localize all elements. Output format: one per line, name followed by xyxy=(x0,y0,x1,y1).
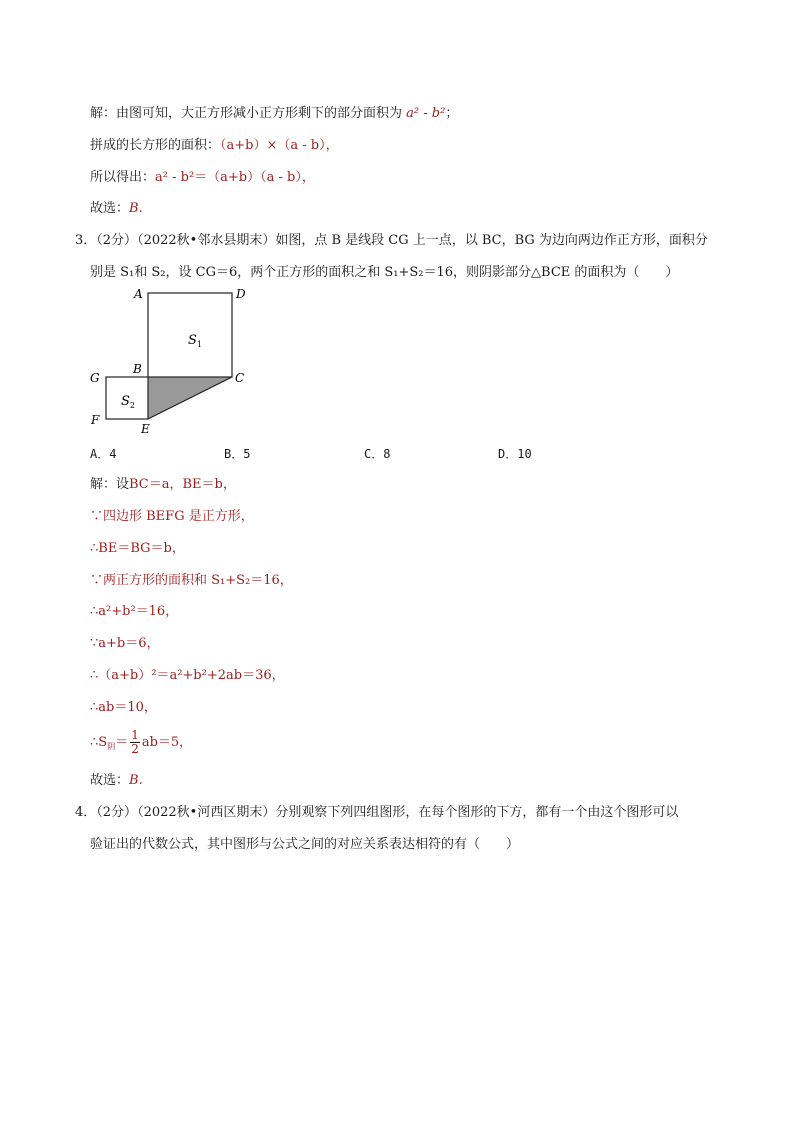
solution-step-6: ∵a+b＝6， xyxy=(90,636,160,651)
question-stem: 验证出的代数公式，其中图形与公式之间的对应关系表达相符的有（ ） xyxy=(90,837,520,852)
math-expr: BC＝a，BE＝b， xyxy=(129,477,236,492)
numerator: 1 xyxy=(131,728,139,742)
label-e: E xyxy=(141,422,150,436)
solution-step-1 xyxy=(90,477,236,493)
text: 解：由图可知，大正方形减小正方形剩下的部分面积为 xyxy=(90,106,403,121)
choice-b[interactable] xyxy=(224,445,250,462)
label-s1: $S_1$ xyxy=(188,333,202,349)
label-b: B xyxy=(133,362,142,376)
solution-step-7: ∴（a+b）²＝a²+b²+2ab＝36， xyxy=(90,668,285,683)
text: 所以得出： xyxy=(90,170,156,185)
solution-step-9 xyxy=(90,729,192,760)
choice-value: 4 xyxy=(109,447,117,461)
text: ＝ xyxy=(115,735,129,750)
text: 故选： xyxy=(90,773,130,788)
text: ∴S xyxy=(90,735,108,750)
denominator: 2 xyxy=(131,742,139,756)
text: 解：设 xyxy=(90,477,130,492)
question-stem: 分别观察下列四组图形，在每个图形的下方，都有一个由这个图形可以 xyxy=(275,805,679,820)
choice-letter: C． xyxy=(364,447,384,461)
question-4-line-2 xyxy=(90,837,519,853)
subscript: 阴 xyxy=(107,742,116,751)
choice-d[interactable] xyxy=(498,445,532,462)
question-stem: 别是 S₁和 S₂，设 CG＝6，两个正方形的面积之和 S₁+S₂＝16，则阴影部分△BCE 的面积为（ ） xyxy=(90,265,679,280)
answer-value: B. xyxy=(129,201,143,216)
question-points: （2分） xyxy=(96,233,138,248)
choice-c[interactable] xyxy=(364,445,390,462)
choice-value: 5 xyxy=(243,447,251,461)
fraction-one-half xyxy=(130,729,140,756)
choice-value: 10 xyxy=(517,447,532,461)
choice-letter: D． xyxy=(498,447,518,461)
text: ； xyxy=(445,106,459,121)
choice-letter: A． xyxy=(90,447,110,461)
text: ab＝5， xyxy=(141,735,193,750)
question-points: （2分） xyxy=(96,805,138,820)
label-s2: $S_2$ xyxy=(121,394,135,410)
question-number: 4． xyxy=(75,805,97,820)
question-source: （2022秋•邻水县期末） xyxy=(137,233,276,248)
label-g: G xyxy=(90,371,100,385)
question-stem: 如图，点 B 是线段 CG 上一点，以 BC，BG 为边向两边作正方形，面积分 xyxy=(275,233,708,248)
math-expr: （a+b）×（a - b）， xyxy=(220,138,339,153)
text: 故选： xyxy=(90,201,130,216)
question-4-line-1 xyxy=(75,805,678,821)
question-number: 3． xyxy=(75,233,97,248)
solution-step-4: ∵两正方形的面积和 S₁+S₂＝16， xyxy=(90,573,293,588)
label-f: F xyxy=(91,413,100,427)
label-c: C xyxy=(235,371,245,385)
choice-value: 8 xyxy=(383,447,391,461)
solution-step-8: ∴ab＝10， xyxy=(90,700,157,715)
math-expr: a² - b²＝（a+b）（a - b）， xyxy=(155,170,315,185)
choice-letter: B． xyxy=(224,447,244,461)
question-3-answer xyxy=(90,773,143,789)
solution-step-2: ∵四边形 BEFG 是正方形， xyxy=(90,509,254,524)
solution-step-3: ∴BE＝BG＝b， xyxy=(90,541,185,556)
solution-step-5: ∴a²+b²＝16， xyxy=(90,604,179,619)
choice-a[interactable] xyxy=(90,445,116,462)
question-source: （2022秋•河西区期末） xyxy=(137,805,276,820)
answer-value: B. xyxy=(129,773,143,788)
label-d: D xyxy=(236,287,246,301)
text: 拼成的长方形的面积： xyxy=(90,138,221,153)
math-expr: a² - b² xyxy=(406,106,446,121)
label-a: A xyxy=(134,287,143,301)
